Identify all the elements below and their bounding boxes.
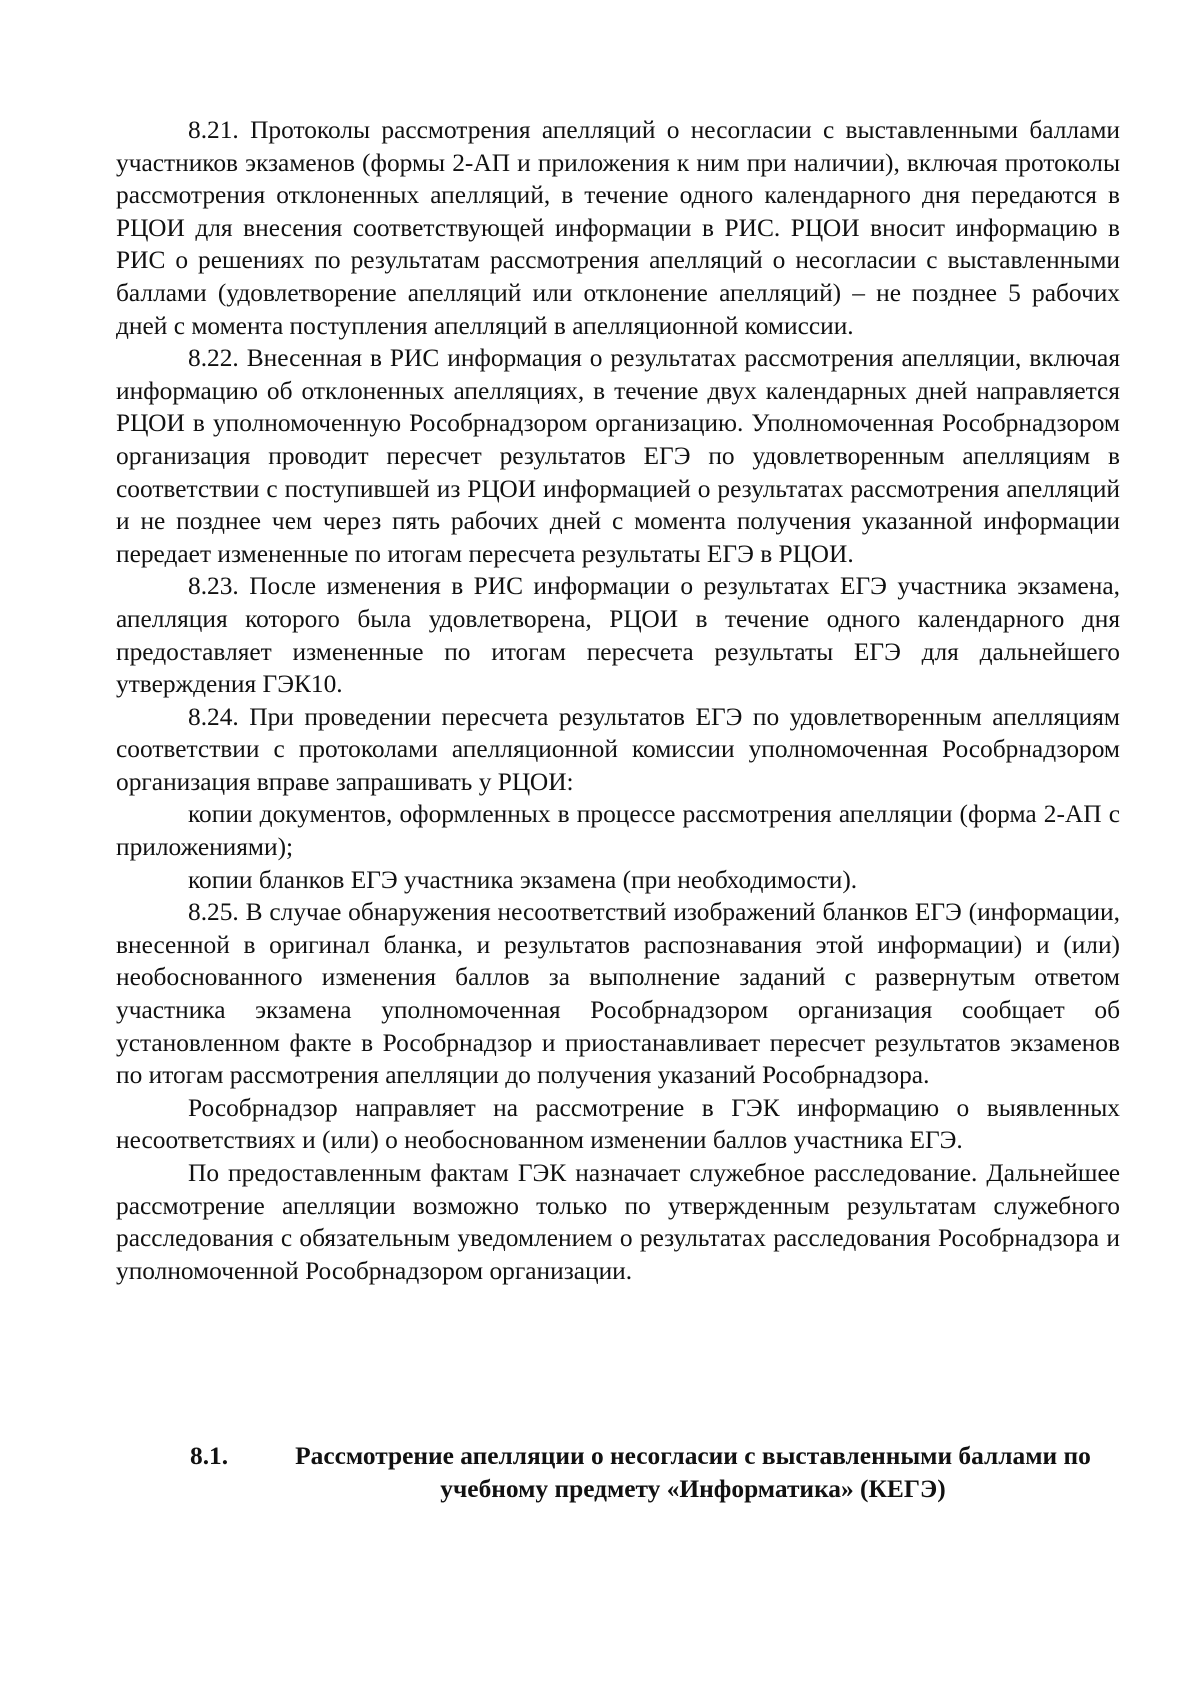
paragraph-8-23: 8.23. После изменения в РИС информации о результатах ЕГЭ участника экзамена, апелляция которого была удовлетворена, РЦОИ в течение одного календарного дня предоставляет измененные по итогам пересчета результаты ЕГЭ для дальнейшего утверждения ГЭК10. — [116, 572, 1120, 699]
list-item-document-copies: копии документов, оформленных в процессе рассмотрения апелляции (форма 2-АП с приложениями); — [116, 800, 1120, 862]
paragraph-8-22: 8.22. Внесенная в РИС информация о результатах рассмотрения апелляции, включая информацию об отклоненных апелляциях, в течение двух календарных дней направляется РЦОИ в уполномоченную Рособрнадзором организацию. Уполномоченная Рособрнадзором организация проводит пересчет результатов ЕГЭ по удовлетворенным апелляциям в соответствии с поступившей из РЦОИ информацией о результатах рассмотрения апелляций и не позднее чем через пять рабочих дней с момента получения указанной информации передает измененные по итогам пересчета результаты ЕГЭ в РЦОИ. — [116, 344, 1120, 568]
paragraph-8-25: 8.25. В случае обнаружения несоответствий изображений бланков ЕГЭ (информации, внесенной в оригинал бланка, и результатов распознавания этой информации) и (или) необоснованного изменения баллов за выполнение заданий с развернутым ответом участника экзамена уполномоченная Рособрнадзором организация сообщает об установленном факте в Рособрнадзор и приостанавливает пересчет результатов экзаменов по итогам рассмотрения апелляции до получения указаний Рособрнадзора. — [116, 898, 1120, 1090]
paragraph-8-21: 8.21. Протоколы рассмотрения апелляций о несогласии с выставленными баллами участников экзаменов (формы 2-АП и приложения к ним при наличии), включая протоколы рассмотрения отклоненных апелляций, в течение одного календарного дня передаются в РЦОИ для внесения соответствующей информации в РИС. РЦОИ вносит информацию в РИС о решениях по результатам рассмотрения апелляций о несогласии с выставленными баллами (удовлетворение апелляций или отклонение апелляций) – не позднее 5 рабочих дней с момента поступления апелляций в апелляционной комиссии. — [116, 116, 1120, 340]
document-body — [116, 114, 1120, 1287]
section-number: 8.1. — [190, 1442, 229, 1470]
section-title: Рассмотрение апелляции о несогласии с выставленными баллами по учебному предмету «Информатика» (КЕГЭ) — [295, 1442, 1091, 1503]
list-item-form-copies: копии бланков ЕГЭ участника экзамена (при необходимости). — [188, 865, 858, 894]
paragraph-investigation: По предоставленным фактам ГЭК назначает служебное расследование. Дальнейшее рассмотрение апелляции возможно только по утвержденным результатам служебного расследования с обязательным уведомлением о результатах расследования Рособрнадзора и уполномоченной Рособрнадзором организации. — [116, 1159, 1120, 1285]
paragraph-8-24: 8.24. При проведении пересчета результатов ЕГЭ по удовлетворенным апелляциям соответствии с протоколами апелляционной комиссии уполномоченная Рособрнадзором организация вправе запрашивать у РЦОИ: — [116, 702, 1120, 796]
paragraph-rosobrnadzor: Рособрнадзор направляет на рассмотрение в ГЭК информацию о выявленных несоответствиях и (или) о необоснованном изменении баллов участника ЕГЭ. — [116, 1093, 1120, 1155]
